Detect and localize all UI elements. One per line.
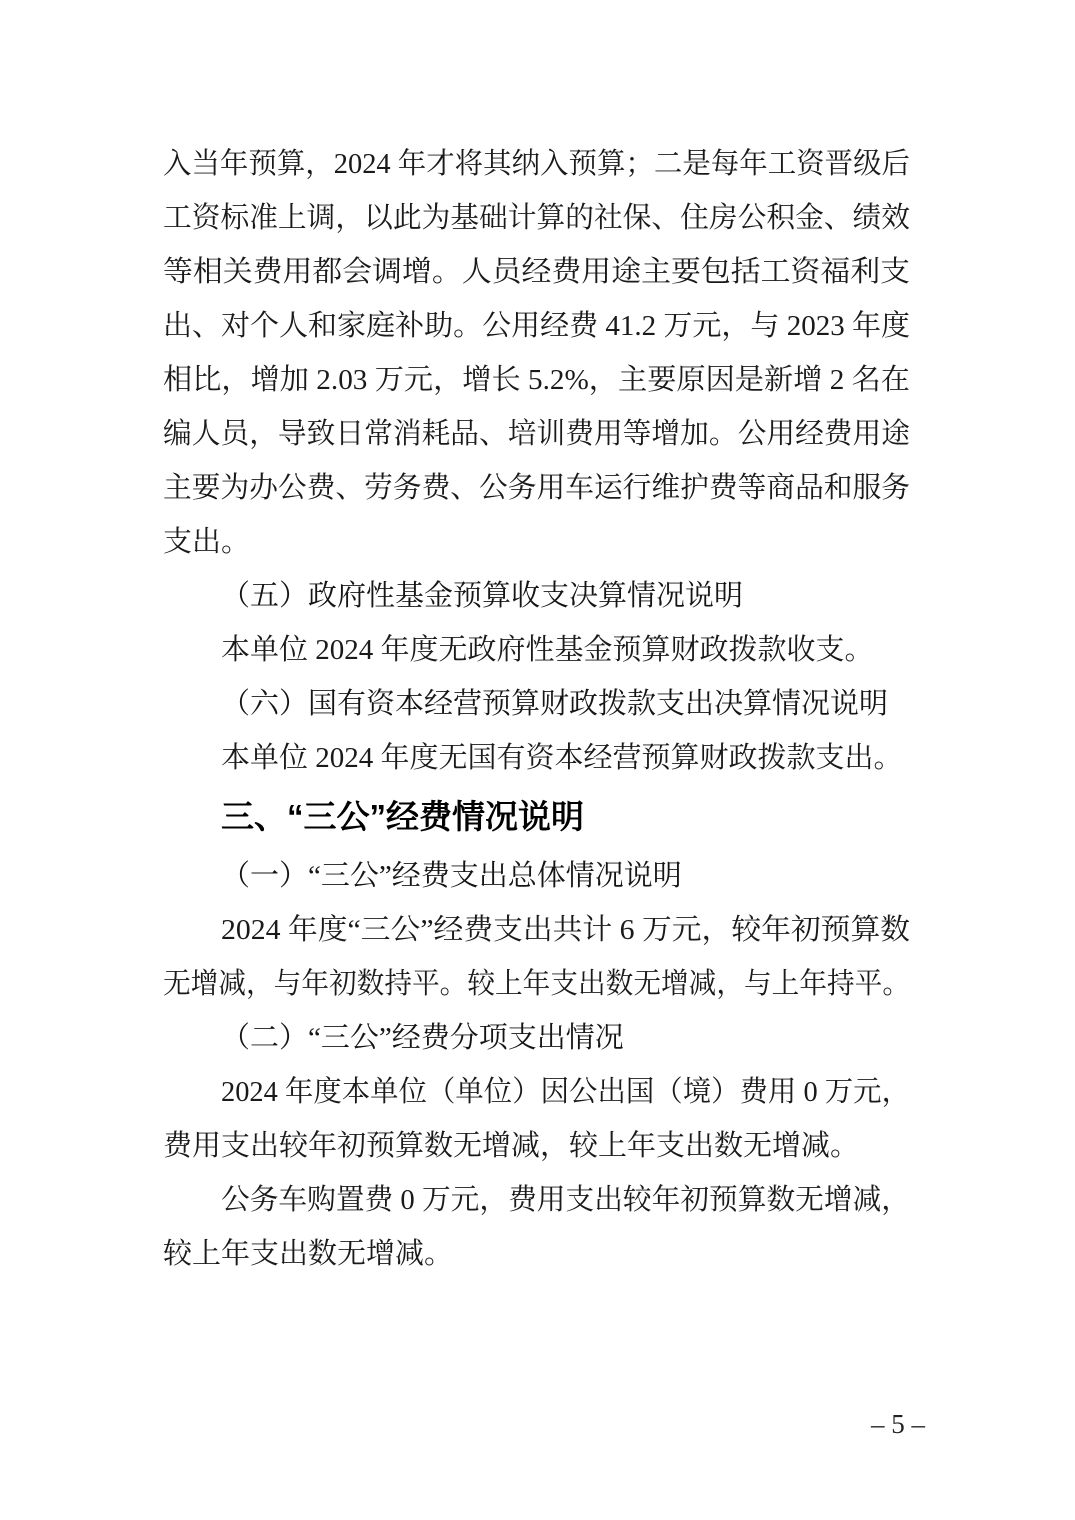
text-line-content: 公务车购置费 0 万元，费用支出较年初预算数无增减， (221, 1184, 910, 1216)
section-subheading-1 (163, 849, 910, 903)
text-line (163, 623, 910, 677)
text-line (163, 461, 910, 515)
subheading-text: （六）国有资本经营预算财政拨款支出决算情况说明 (221, 688, 889, 720)
text-line-content: 支出。 (163, 526, 251, 558)
text-line-content: 入当年预算，2024 年才将其纳入预算；二是每年工资晋级后 (163, 148, 910, 180)
text-line-content: 出、对个人和家庭补助。公用经费 41.2 万元，与 2023 年度 (163, 310, 910, 342)
section-subheading-6 (163, 677, 910, 731)
text-line-content: 较上年支出数无增减。 (163, 1238, 454, 1270)
text-line (163, 903, 910, 957)
subheading-text: （二）“三公”经费分项支出情况 (221, 1022, 624, 1054)
text-line-content: 本单位 2024 年度无政府性基金预算财政拨款收支。 (221, 634, 874, 666)
chapter-heading-3 (163, 785, 910, 849)
text-line-content: 工资标准上调，以此为基础计算的社保、住房公积金、绩效 (163, 202, 910, 234)
text-line (163, 299, 910, 353)
text-line (163, 515, 910, 569)
text-line-content: 主要为办公费、劳务费、公务用车运行维护费等商品和服务 (163, 472, 910, 504)
page-footer (871, 1404, 925, 1444)
document-body (163, 137, 910, 1281)
text-line (163, 1065, 910, 1119)
subheading-text: （五）政府性基金预算收支决算情况说明 (221, 580, 744, 612)
text-line (163, 245, 910, 299)
text-line-content: 等相关费用都会调增。人员经费用途主要包括工资福利支 (163, 256, 911, 288)
heading-text: 三、“三公”经费情况说明 (221, 798, 584, 835)
text-line (163, 731, 910, 785)
text-line-content: 无增减，与年初数持平。较上年支出数无增减，与上年持平。 (163, 968, 910, 1000)
text-line-content: 2024 年度“三公”经费支出共计 6 万元，较年初预算数 (221, 914, 910, 946)
text-line (163, 957, 910, 1011)
text-line-content: 编人员，导致日常消耗品、培训费用等增加。公用经费用途 (163, 418, 910, 450)
section-subheading-5 (163, 569, 910, 623)
text-line (163, 407, 910, 461)
text-line (163, 137, 910, 191)
text-line-content: 相比，增加 2.03 万元，增长 5.2%，主要原因是新增 2 名在 (163, 364, 910, 396)
text-line-content: 2024 年度本单位（单位）因公出国（境）费用 0 万元， (221, 1076, 910, 1108)
text-line (163, 1173, 910, 1227)
text-line (163, 1119, 910, 1173)
text-line (163, 191, 910, 245)
text-line (163, 353, 910, 407)
text-line (163, 1227, 910, 1281)
text-line-content: 费用支出较年初预算数无增减，较上年支出数无增减。 (163, 1130, 860, 1162)
subheading-text: （一）“三公”经费支出总体情况说明 (221, 860, 682, 892)
text-line-content: 本单位 2024 年度无国有资本经营预算财政拨款支出。 (221, 742, 903, 774)
page-number: – 5 – (871, 1409, 925, 1439)
section-subheading-2 (163, 1011, 910, 1065)
